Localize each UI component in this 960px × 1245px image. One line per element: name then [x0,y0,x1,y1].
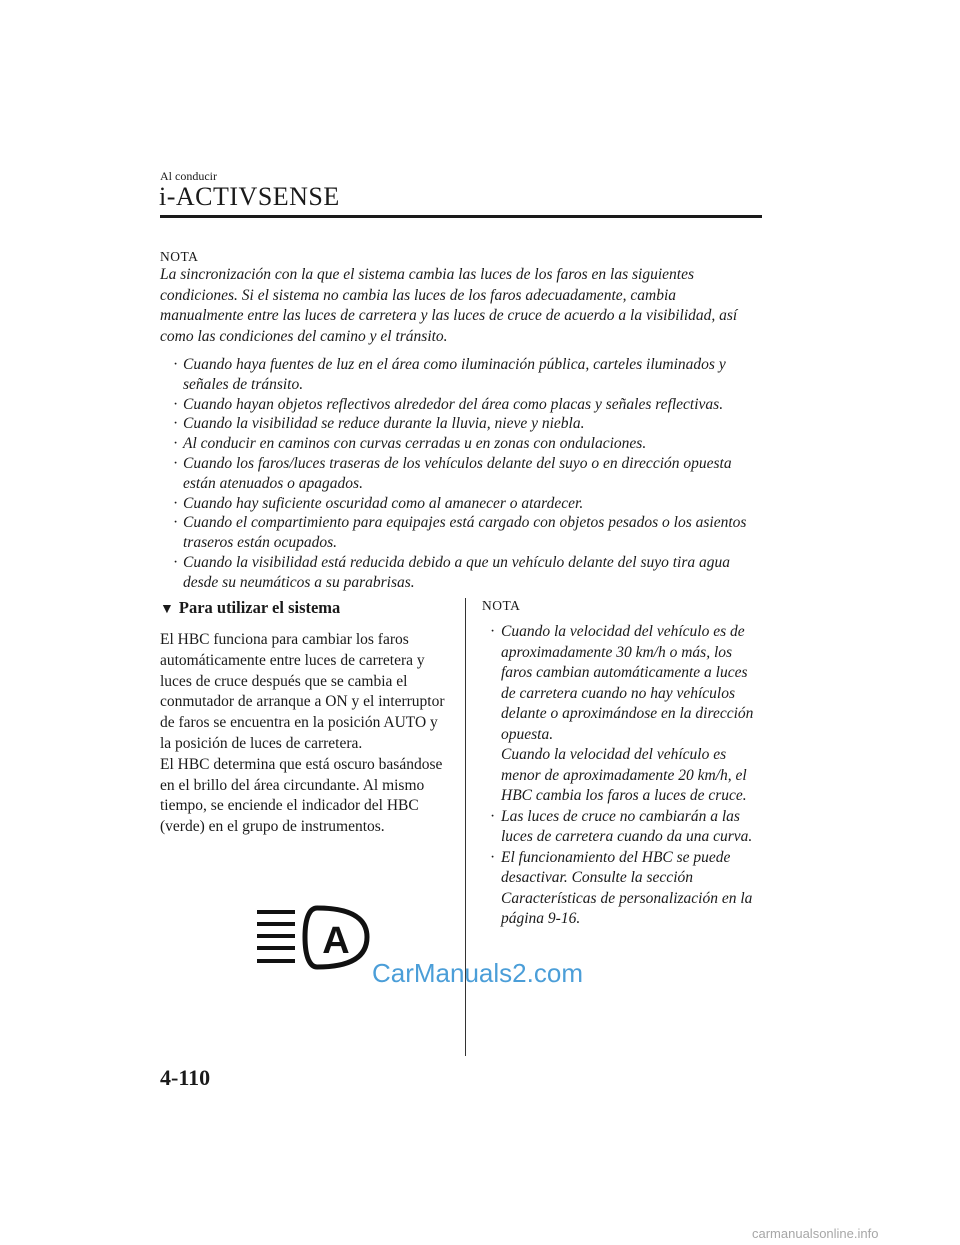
section-heading-text: Para utilizar el sistema [178,598,341,617]
list-item [160,355,760,395]
note-label: NOTA [482,598,521,613]
icon-letter: A [322,920,350,962]
bullet-icon: · [173,494,179,512]
list-item [160,395,760,415]
list-item-text: Las luces de cruce no cambiarán a las luces de carretera cuando da una curva. [501,807,753,845]
list-item [160,414,760,434]
list-item-text: Cuando el compartimiento para equipajes está cargado con objetos pesados o los asientos traseros están ocupados. [183,514,747,552]
list-item-text: Cuando hay suficiente oscuridad como al amanecer o atardecer. [183,494,584,512]
list-item [482,807,764,848]
list-item [482,622,764,807]
note-bullet-list [160,355,760,593]
list-item [160,454,760,494]
list-item-text: Cuando haya fuentes de luz en el área como iluminación pública, carteles iluminados y señales de tránsito. [183,356,726,393]
bullet-icon: · [490,807,496,825]
bullet-icon: · [173,454,179,472]
high-beam-auto-icon [255,905,370,971]
bullet-icon: · [173,395,179,413]
body-paragraph: El HBC determina que está oscuro basándose en el brillo del área circundante. Al mismo tiempo, se enciende el indicador del HBC (verde) en el grupo de instrumentos. [160,755,443,836]
list-item-continuation: Cuando la velocidad del vehículo es menor de aproximadamente 20 km/h, el HBC cambia los faros a luces de cruce. [501,746,747,804]
note-label: NOTA [160,249,199,264]
bullet-icon: · [173,356,179,373]
list-item [160,553,760,593]
bullet-icon: · [173,415,179,433]
bullet-icon: · [490,848,496,866]
header-rule [160,215,762,218]
note-paragraph: La sincronización con la que el sistema cambia las luces de los faros en las siguientes condiciones. Si el sistema no cambia las luces de los faros adecuadamente, cambia manualmente entre las luces de carretera y las luces de cruce de acuerdo a la visibilidad, así como las condiciones del camino y el tránsito. [160,266,738,345]
body-paragraph: El HBC funciona para cambiar los faros automáticamente entre luces de carretera y luces de cruce después que se cambia el conmutador de arranque a ON y el interruptor de faros se encuentra en la posición AUTO y la posición de luces de carretera. [160,631,445,752]
page-number: 4-110 [160,1065,211,1090]
chapter-title: i-ACTIVSENSE [159,182,340,211]
section-label: Al conducir [160,169,217,183]
list-item-text: Cuando la velocidad del vehículo es de aproximadamente 30 km/h o más, los faros cambian automáticamente a luces de carretera cuando no hay vehículos delante o aproximándose en la dirección opuesta. [501,623,754,743]
watermark: CarManuals2.com [372,958,583,988]
list-item-text: El funcionamiento del HBC se puede desactivar. Consulte la sección Características de personalización en la página 9-16. [501,848,753,927]
top-note [160,249,760,593]
bullet-icon: · [173,435,179,453]
site-watermark: carmanualsonline.info [752,1226,879,1241]
bullet-icon: · [173,553,179,571]
list-item [160,434,760,454]
section-heading [160,598,448,618]
list-item-text: Cuando la visibilidad se reduce durante la lluvia, nieve y niebla. [183,415,585,433]
list-item [160,494,760,514]
bullet-icon: · [490,623,496,640]
list-item-text: Cuando los faros/luces traseras de los vehículos delante del suyo o en dirección opuesta están atenuados o apagados. [183,454,732,492]
triangle-down-icon: ▼ [160,602,174,617]
list-item-text: Cuando hayan objetos reflectivos alrededor del área como placas y señales reflectivas. [183,395,724,413]
right-column [482,598,764,930]
bullet-icon: · [173,514,179,532]
list-item [160,513,760,553]
list-item-text: Cuando la visibilidad está reducida debido a que un vehículo delante del suyo tira agua desde su neumáticos a su parabrisas. [183,553,731,591]
left-column [160,598,448,838]
list-item-text: Al conducir en caminos con curvas cerradas u en zonas con ondulaciones. [183,435,647,453]
note-bullet-list [482,622,764,930]
list-item [482,848,764,930]
